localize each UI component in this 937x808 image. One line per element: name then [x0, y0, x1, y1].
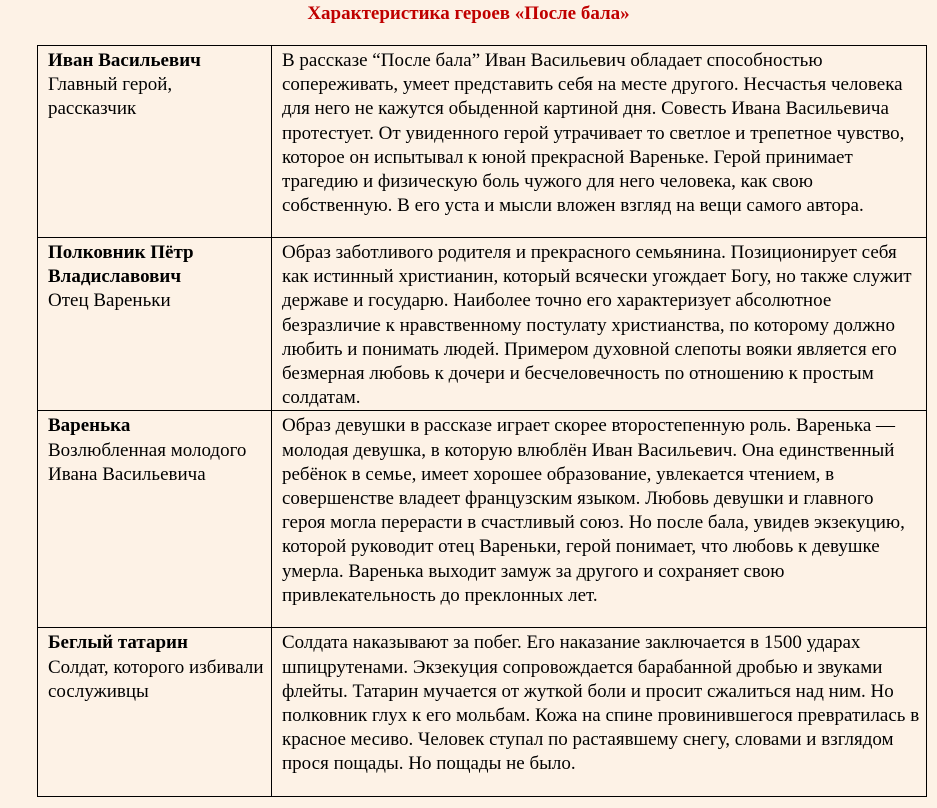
- table-row: [38, 628, 927, 797]
- hero-role: Солдат, которого избивали сослуживцы: [48, 656, 264, 702]
- hero-name-cell: [38, 46, 272, 238]
- hero-role: Главный герой, рассказчик: [48, 74, 173, 120]
- table-row: [38, 46, 927, 238]
- hero-description: Солдата наказывают за побег. Его наказание заключается в 1500 ударах шпицрутенами. Экзекуция сопровождается барабанной дробью и звуками флейты. Татарин мучается от жуткой боли и просит сжалиться над ним. Но полковник глух к его мольбам. Кожа на спине провинившегося превратилась в красное месиво. Человек ступал по растаявшему снегу, словами и взглядом прося пощады. Но пощады не было.: [272, 628, 927, 797]
- table-row: [38, 411, 927, 628]
- hero-name: Беглый татарин: [48, 632, 188, 654]
- heroes-table: [37, 45, 927, 797]
- hero-role: Возлюбленная молодого Ивана Васильевича: [48, 439, 247, 485]
- page-title: Характеристика героев «После бала»: [307, 3, 630, 24]
- hero-role: Отец Вареньки: [48, 290, 171, 312]
- hero-name: Варенька: [48, 415, 131, 437]
- hero-description: В рассказе “После бала” Иван Васильевич обладает способностью сопереживать, умеет представить себя на месте другого. Несчастья человека для него не кажутся обыденной картиной дня. Совесть Ивана Васильевича протестует. От увиденного герой утрачивает то светлое и трепетное чувство, которое он испытывал к юной прекрасной Вареньке. Герой принимает трагедию и физическую боль чужого для него человека, как свою собственную. В его уста и мысли вложен взгляд на вещи самого автора.: [272, 46, 927, 238]
- table-row: [38, 238, 927, 411]
- hero-name-cell: [38, 238, 272, 411]
- hero-name: Полковник Пётр Владиславович: [48, 242, 194, 288]
- hero-description: Образ девушки в рассказе играет скорее второстепенную роль. Варенька — молодая девушка, в которую влюблён Иван Васильевич. Она единственный ребёнок в семье, имеет хорошее образование, увлекается чтением, в совершенстве владеет французским языком. Любовь девушки и главного героя могла перерасти в счастливый союз. Но после бала, увидев экзекуцию, которой руководит отец Вареньки, герой понимает, что любовь к девушке умерла. Варенька выходит замуж за другого и сохраняет свою привлекательность до преклонных лет.: [272, 411, 927, 628]
- hero-description: Образ заботливого родителя и прекрасного семьянина. Позиционирует себя как истинный христианин, который всячески угождает Богу, но также служит державе и государю. Наиболее точно его характеризует абсолютное безразличие к нравственному постулату христианства, по которому должно любить и понимать людей. Примером духовной слепоты вояки является его безмерная любовь к дочери и бесчеловечность по отношению к простым солдатам.: [272, 238, 927, 411]
- hero-name-cell: [38, 628, 272, 797]
- hero-name: Иван Васильевич: [48, 50, 201, 71]
- hero-name-cell: [38, 411, 272, 628]
